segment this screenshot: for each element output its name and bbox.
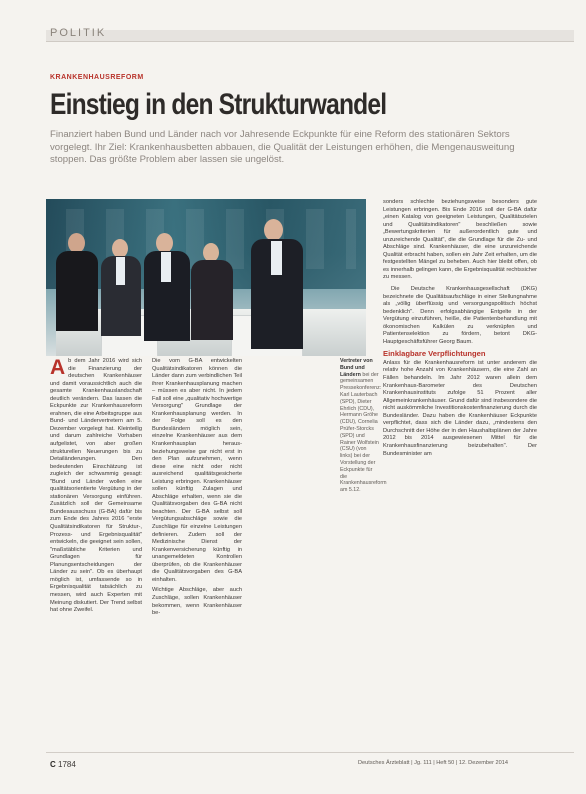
article-headline: Einstieg in den Strukturwandel [50, 88, 387, 121]
column-4-text-c: Anlass für die Krankenhausreform ist unter anderem die relativ hohe Anzahl von Krankenhäusern, die eine Zahl an Fällen behandeln. Im Jahr 2012 waren allein dem Krankenhaus-Barometer des Deutschen Krankenhausinstituts zufolge 51 Prozent aller Allgemeinkrankenhäuser. Grund dafür sind insbesondere die nicht auskömmliche Investitionskostenfinanzierung durch die Bundesländer. Dazu haben die Krankenhäuser Eckpunkte verpflichtet, dass sich die Länder dazu, „mindestens den Durchschnitt der Höhe der in den Haushaltsplänen der Jahre 2012 bis 2014 ausgewiesenen Mittel für die Krankenhausfinanzierung beizubehalten". Der Bundesminister am [383, 359, 537, 457]
article-subhead: Einklagbare Verpflichtungen [383, 349, 486, 359]
photo-caption [340, 358, 387, 494]
column-4-text-a: sonders schlechte beziehungsweise besonders gute Leistungen erbringen. Bis Ende 2016 soll der G-BA dafür „einen Katalog von geeigneten Leistungen, Qualitätszielen und Qualitätsindikatoren" beschließen sowie „Bewertungskriterien für außerordentlich gute und unzureichende Qualität", die die Grundlage für die Zu- und Abschläge sind. Krankenhäuser, die eine unzureichende Qualität erbracht haben, sollen ein Jahr Zeit erhalten, um die festgestellten Mängel zu beheben. Auch hier bleibt offen, ob es innerhalb gelingen kann, die Ergebnisqualität rechtssicher zu messen. [383, 199, 537, 281]
column-1 [50, 358, 142, 615]
press-conference-photo [46, 199, 366, 356]
caption-text: bei der gemeinsamen Pressekonferenz: Karl Lauterbach (SPD), Dieter Ehrlich (CDU), Hermann Gröhe (CDU), Cornelia Prüfer-Storcks (SPD) und Rainer Wolfstein (CSU) (von links) bei der Vorstellung der Eckpunkte für die Krankenhausreform am 5.12. [340, 371, 387, 494]
column-2-end: Wichtige Abschläge, aber auch Zuschläge, sollen Krankenhäuser bekommen, wenn Krankenhäuser be- [152, 587, 242, 617]
page-number-value: 1784 [58, 760, 76, 769]
column-2-text: Die vom G-BA entwickelten Qualitätsindikatoren können die Länder dann zum verbindlichen Teil ihrer Krankenhausplanung machen – müssen es aber nicht. In jedem Fall soll eine „qualitativ hochwertige Versorgung" Grundlage der Krankenhausplanung werden. In der Folge soll es den Bundesländern möglich sein, einzelne Krankenhäuser aus dem Krankenhausplan heraus- beziehungsweise gar nicht erst in den Plan aufzunehmen, wenn diese eine nicht oder nicht ausreichend qualitätsgesicherte Leistung erbringen. Krankenhäuser sollen künftig Zulagen und Abschläge erhalten, wenn sie die Qualitätsvorgaben des G-BA nicht beachten. Der G-BA selbst soll Vergütungsabschläge sowie die Zuschläge für einzelne Leistungen definieren. Zudem soll der Medizinische Dienst der Krankenversicherung künftig in unangemeldeten Kontrollen überprüfen, ob die Krankenhäuser die Qualitätsvorgaben des G-BA einhalten. [152, 358, 242, 583]
drop-cap: A [50, 356, 66, 379]
footer-rule [46, 752, 574, 753]
page-number [50, 760, 76, 769]
column-4 [383, 199, 537, 458]
article-kicker: KRANKENHAUSREFORM [50, 74, 144, 81]
section-bar [46, 30, 574, 42]
page-prefix: C [50, 760, 56, 769]
column-2 [152, 358, 242, 618]
caption-title: Vertreter von Bund und Ländern [340, 358, 373, 378]
article-lead: Finanziert haben Bund und Länder nach vor Jahresende Eckpunkte für eine Reform des stationären Sektors vorgelegt. Ihr Ziel: Krankenhausbetten abbauen, die Qualität der Leistungen erhöhen, die Mengenausweitung stoppen. Das größte Problem aber lassen sie ungelöst. [50, 129, 515, 165]
column-4-text-b: Die Deutsche Krankenhausgesellschaft (DKG) bezeichnete die Qualitätsaufschläge in einer Stellungnahme als „völlig überflüssig und versorgungspolitisch höchst bedenklich". Denn erfolgsabhängige Entgelte in der Vergütung einzuführen, heiße, die Patientenbehandlung mit ökonomischen Kalkülen zu verknüpfen und Patientenselektion zu fördern, betont DKG-Hauptgeschäftsführer Georg Baum. [383, 286, 537, 345]
journal-reference: Deutsches Ärzteblatt | Jg. 111 | Heft 50 | 12. Dezember 2014 [358, 760, 508, 766]
column-1-text: b dem Jahr 2016 wird sich die Finanzierung der deutschen Krankenhäuser und damit voraussichtlich auch die gesamte Krankenhauslandschaft deutlich verändern. Das lassen die Eckpunkte zur Krankenhausreform erahnen, die eine Arbeitsgruppe aus Bund- und Ländervertretern am 5. Dezember vorgelegt hat. Kleinteilig und darum zahlreiche Vorhaben aufgelistet, von aber großen strukturellen Neuerungen bis zu Detailänderungen. Den bedeutenden Einschätzung ist zugleich der schwammig gesagt: "Bund und Länder wollen eine qualitätsorientierte Vergütung in der stationären Versorgung einführen. Zusätzlich soll der Gemeinsame Bundesausschuss (G-BA) dafür bis zum Ende des Jahres 2016 "erste Qualitätsindikatoren für Struktur-, Prozess- und Ergebnisqualität" entwickeln, die geeignet sein sollen, "maßstäbliche Kriterien und Grundlagen für Planungsentscheidungen der Länder zu sein". Ob es überhaupt möglich ist, umfassende so in Ergebnisqualität tatsächlich zu messen, wird auch Experten mit Meinung diskutiert. Der Trend selbst hat ohne Zweifel. [50, 358, 142, 614]
section-label: POLITIK [50, 27, 107, 39]
